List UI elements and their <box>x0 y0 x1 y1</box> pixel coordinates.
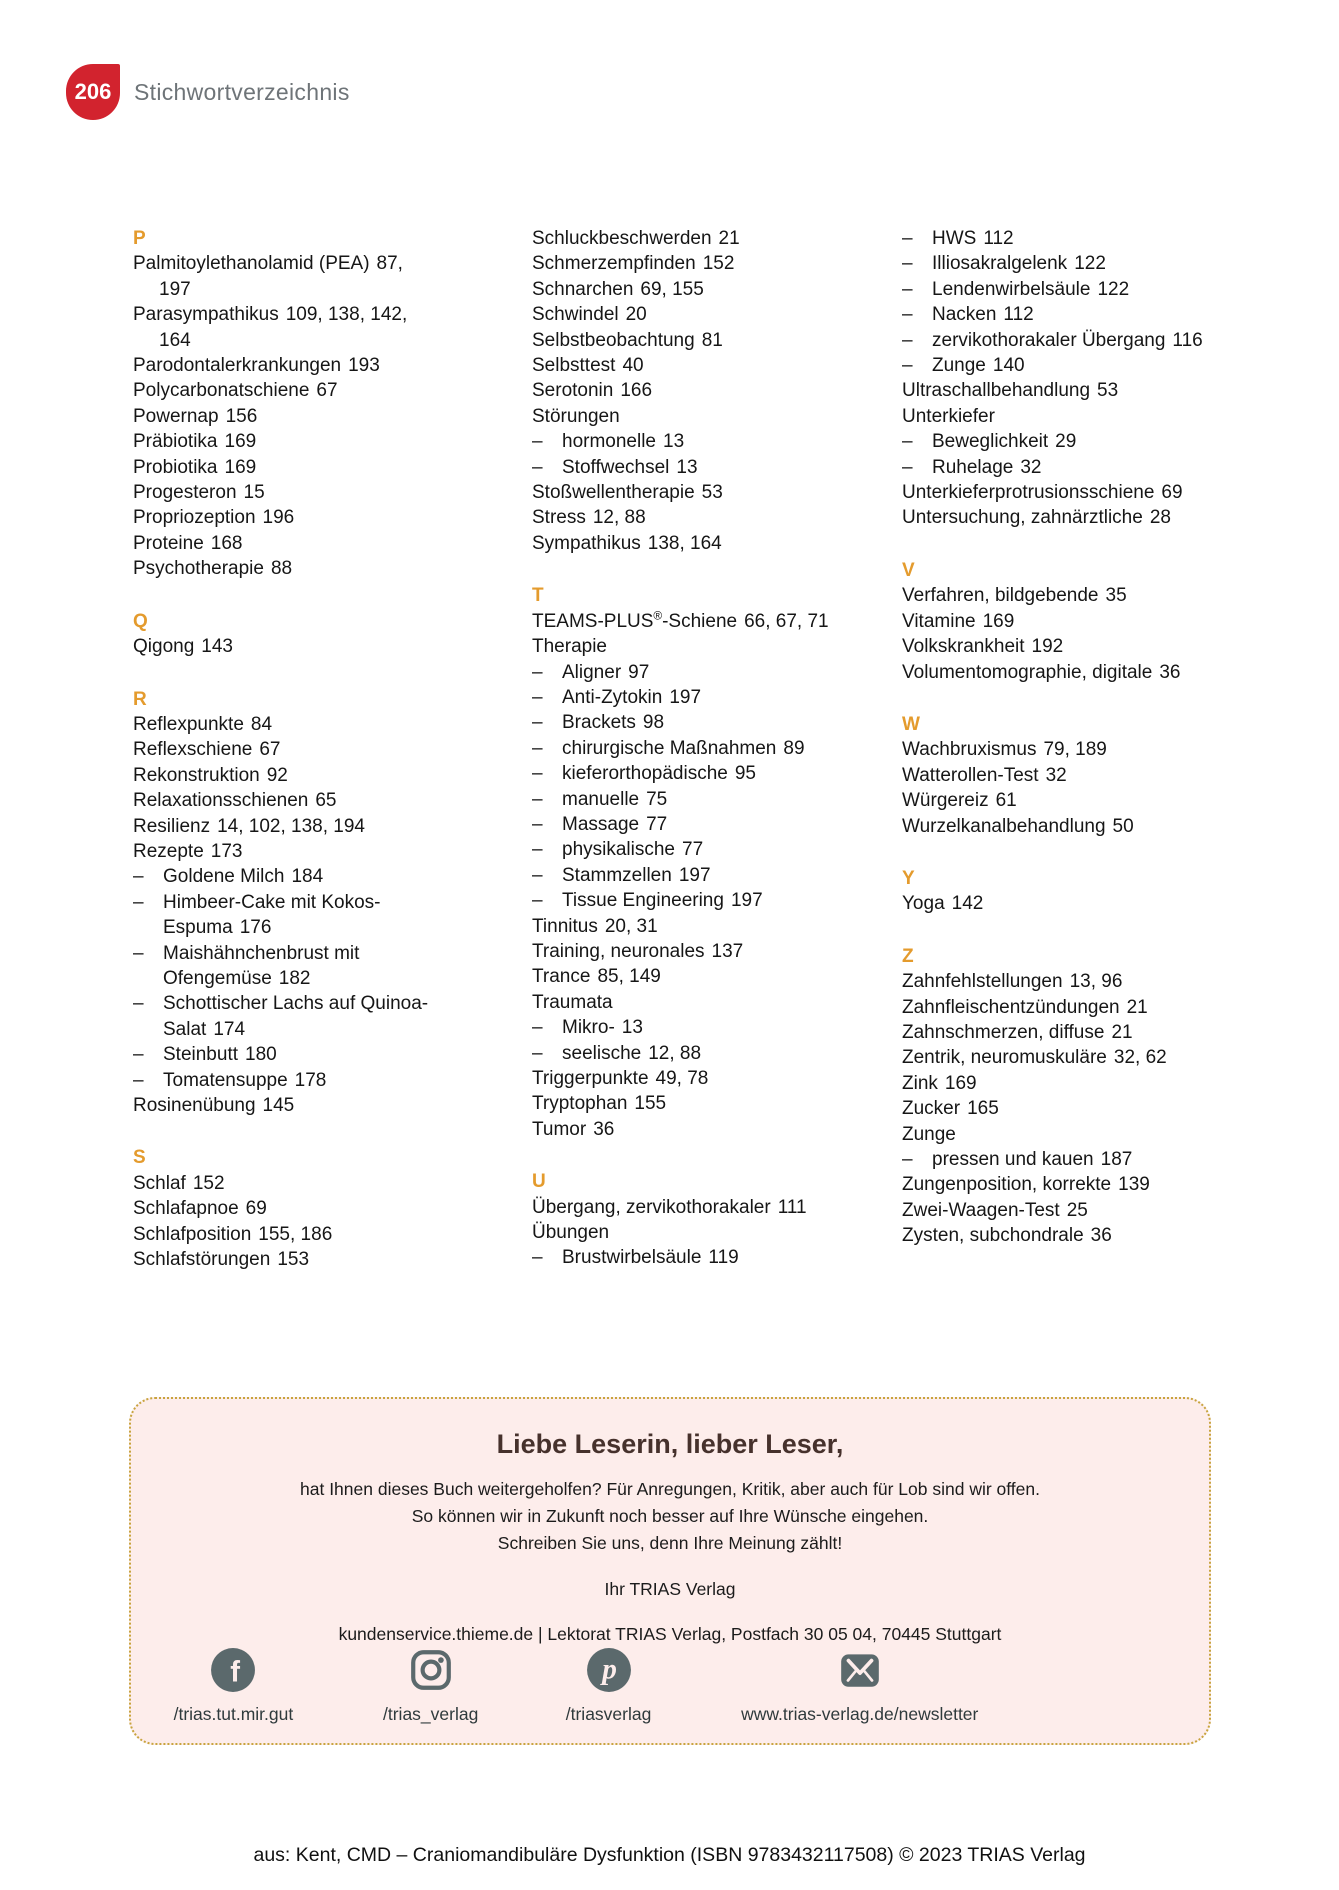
index-entry: Training, neuronales 137 <box>532 940 744 962</box>
index-subentry: – seelische 12, 88 <box>532 1041 874 1066</box>
dash-bullet: – <box>532 1017 543 1039</box>
index-subentry: – kieferorthopädische 95 <box>532 761 874 786</box>
section-letter: P <box>133 228 146 249</box>
page-refs: 21 <box>1111 1021 1133 1043</box>
index-subentry: – Nacken 112 <box>902 302 1254 327</box>
page-refs: 112 <box>1003 304 1034 326</box>
index-entry: Reflexschiene 67 <box>133 739 281 761</box>
index-entry: Stress 12, 88 <box>532 507 646 529</box>
page-refs: 140 <box>992 355 1025 377</box>
index-subentry: – Maishähnchenbrust mit Ofengemüse 182 <box>133 941 429 992</box>
svg-text:f: f <box>230 1656 241 1689</box>
index-entry: Zucker 165 <box>902 1098 999 1120</box>
page-refs: 36 <box>1159 661 1181 683</box>
index-entry: Zink 169 <box>902 1072 977 1094</box>
index-subentry: – Brustwirbelsäule 119 <box>532 1245 874 1270</box>
index-entry: Serotonin 166 <box>532 380 653 402</box>
index-entry: Störungen <box>532 405 620 427</box>
page-refs: 176 <box>239 917 272 939</box>
page-refs: 12, 88 <box>592 507 646 529</box>
index-entry: Powernap 156 <box>133 405 258 427</box>
page-refs: 50 <box>1112 815 1134 837</box>
index-subentry: – Aligner 97 <box>532 660 874 685</box>
index-entry: Parodontalerkrankungen 193 <box>133 355 380 377</box>
newsletter-icon[interactable] <box>837 1647 883 1693</box>
dash-bullet: – <box>532 763 543 785</box>
index-entry: Tryptophan 155 <box>532 1093 667 1115</box>
page-refs: 13 <box>621 1017 643 1039</box>
section-letter: T <box>532 585 544 607</box>
index-entry: Relaxationsschienen 65 <box>133 790 337 812</box>
page-refs: 67 <box>259 739 281 761</box>
index-subentry: – Beweglichkeit 29 <box>902 429 1254 454</box>
page-refs: 49, 78 <box>655 1068 709 1089</box>
dash-bullet: – <box>902 253 913 275</box>
page-refs: 92 <box>266 764 288 786</box>
page-refs: 145 <box>262 1095 295 1116</box>
dash-bullet: – <box>532 456 543 478</box>
page-refs: 138, 164 <box>647 532 722 554</box>
index-entry: Zahnfleischentzündungen 21 <box>902 996 1148 1018</box>
imprint-line: aus: Kent, CMD – Craniomandibuläre Dysfunktion (ISBN 9783432117508) © 2023 TRIAS Verlag <box>253 1844 1086 1866</box>
index-subentry: – Tissue Engineering 197 <box>532 888 874 913</box>
page-refs: 193 <box>348 355 380 377</box>
page-refs: 32 <box>1020 456 1042 478</box>
dash-bullet: – <box>532 1042 543 1064</box>
section-letter: V <box>902 559 915 581</box>
svg-text:p: p <box>601 1653 617 1686</box>
index-subentry: – Mikro- 13 <box>532 1015 874 1040</box>
dash-bullet: – <box>532 661 543 683</box>
page-refs: 79, 189 <box>1043 739 1107 761</box>
dash-bullet: – <box>902 355 913 377</box>
page-refs: 85, 149 <box>597 966 661 988</box>
index-column <box>532 226 902 1272</box>
section-letter: R <box>133 688 147 710</box>
index-column <box>133 226 532 1272</box>
dash-bullet: – <box>532 890 543 912</box>
index-subentry: – Schottischer Lachs auf Quinoa-Salat 174 <box>133 991 429 1042</box>
index-entry: Rezepte 173 <box>133 840 243 862</box>
index-subentry: – pressen und kauen 187 <box>902 1147 1254 1172</box>
index-subentry: – Brackets 98 <box>532 710 874 735</box>
index-entry: Psychotherapie 88 <box>133 558 293 580</box>
page-title: Stichwortverzeichnis <box>134 78 350 105</box>
index-entry: Zahnschmerzen, diffuse 21 <box>902 1021 1133 1043</box>
index-entry: Rekonstruktion 92 <box>133 764 288 786</box>
index-entry: Präbiotika 169 <box>133 431 257 453</box>
dash-bullet: – <box>532 712 543 734</box>
page-refs: 143 <box>201 636 233 658</box>
dash-bullet: – <box>902 431 913 453</box>
social-link-label[interactable]: /triasverlag <box>565 1704 652 1724</box>
index-entry: Stoßwellentherapie 53 <box>532 482 723 504</box>
page-header <box>66 64 350 120</box>
index-subentry: – Lendenwirbelsäule 122 <box>902 277 1254 302</box>
page-refs: 66, 67, 71 <box>744 610 829 632</box>
index-subentry: – hormonelle 13 <box>532 429 874 454</box>
index-entry: Zentrik, neuromuskuläre 32, 62 <box>902 1047 1167 1069</box>
index-entry: Schnarchen 69, 155 <box>532 278 704 300</box>
index-entry: Zahnfehlstellungen 13, 96 <box>902 971 1123 993</box>
index-entry: Proteine 168 <box>133 532 243 554</box>
page-refs: 180 <box>245 1044 277 1066</box>
page-number: 206 <box>74 79 112 104</box>
reader-box-line: Schreiben Sie uns, denn Ihre Meinung zählt! <box>497 1533 843 1553</box>
page-refs: 20 <box>625 304 647 326</box>
reader-box-line: So können wir in Zukunft noch besser auf Ihre Wünsche eingehen. <box>411 1506 929 1526</box>
index-entry: Verfahren, bildgebende 35 <box>902 585 1127 607</box>
page-refs: 89 <box>783 737 805 759</box>
page-refs: 155, 186 <box>258 1223 333 1245</box>
page-refs: 152 <box>192 1172 225 1194</box>
page-refs: 40 <box>622 355 644 377</box>
dash-bullet: – <box>902 304 913 326</box>
page-refs: 139 <box>1118 1174 1150 1196</box>
index-entry: Volumentomographie, digitale 36 <box>902 661 1181 683</box>
dash-bullet: – <box>532 813 543 835</box>
index-subentry: – Ruhelage 32 <box>902 455 1254 480</box>
page-refs: 122 <box>1074 253 1106 275</box>
index-entry: Yoga 142 <box>902 893 984 915</box>
page-refs: 69 <box>1161 482 1183 504</box>
index-subentry: – manuelle 75 <box>532 787 874 812</box>
page-refs: 77 <box>682 839 704 861</box>
dash-bullet: – <box>133 942 144 964</box>
dash-bullet: – <box>902 228 913 249</box>
page-refs: 178 <box>294 1069 327 1091</box>
dash-bullet: – <box>133 1069 144 1091</box>
section-letter: Y <box>902 867 915 889</box>
page-refs: 28 <box>1149 507 1171 529</box>
dash-bullet: – <box>902 1149 913 1170</box>
index-entry: Wurzelkanalbehandlung 50 <box>902 815 1134 837</box>
page-refs: 67 <box>316 380 338 402</box>
page-refs: 112 <box>983 228 1014 249</box>
page-refs: 169 <box>982 610 1015 632</box>
section-letter: Q <box>133 610 148 632</box>
page-refs: 109, 138, 142, 164 <box>159 304 408 351</box>
index-entry: Unterkiefer <box>902 405 995 427</box>
index-entry: Schlaf 152 <box>133 1172 225 1194</box>
index-entry: Tumor 36 <box>532 1118 615 1140</box>
index-entry: Zwei-Waagen-Test 25 <box>902 1199 1088 1221</box>
index-column <box>902 226 1339 1272</box>
index-entry: Therapie <box>532 636 607 658</box>
dash-bullet: – <box>532 686 543 708</box>
index-subentry: – Himbeer-Cake mit Kokos-Espuma 176 <box>133 890 429 941</box>
index-entry: Traumata <box>532 991 613 1013</box>
social-links-row <box>131 1647 1209 1747</box>
index-entry: Progesteron 15 <box>133 482 265 504</box>
index-entry: Zysten, subchondrale 36 <box>902 1225 1112 1247</box>
index-entry: Polycarbonatschiene 67 <box>133 380 338 402</box>
page-refs: 182 <box>278 967 311 989</box>
dash-bullet: – <box>532 737 543 759</box>
dash-bullet: – <box>133 1044 144 1066</box>
page-refs: 29 <box>1055 431 1077 453</box>
index-entry: Zunge <box>902 1123 956 1145</box>
index-entry: Watterollen-Test 32 <box>902 764 1067 786</box>
index-entry: Probiotika 169 <box>133 456 257 478</box>
index-entry: Schwindel 20 <box>532 304 647 326</box>
index-subentry: – Goldene Milch 184 <box>133 864 429 889</box>
page-refs: 53 <box>1097 380 1119 402</box>
index-entry: Triggerpunkte 49, 78 <box>532 1068 709 1089</box>
page-refs: 168 <box>210 532 243 554</box>
page-refs: 197 <box>678 864 711 886</box>
reader-box-text <box>131 1476 1209 1557</box>
dash-bullet: – <box>902 278 913 300</box>
index-entry: Würgereiz 61 <box>902 790 1017 812</box>
page-refs: 174 <box>213 1018 246 1040</box>
social-link-label[interactable]: /trias_verlag <box>383 1704 479 1724</box>
section-letter: S <box>133 1147 146 1169</box>
facebook-icon[interactable] <box>210 1647 256 1693</box>
index-entry: Schlafstörungen 153 <box>133 1249 310 1271</box>
reader-box-line: hat Ihnen dieses Buch weitergeholfen? Für Anregungen, Kritik, aber auch für Lob sind wir offen. <box>300 1479 1040 1499</box>
index-entry: Ultraschallbehandlung 53 <box>902 380 1119 402</box>
reader-box-title: Liebe Leserin, lieber Leser, <box>496 1429 844 1459</box>
index-entry: Rosinenübung 145 <box>133 1095 295 1116</box>
dash-bullet: – <box>133 866 144 888</box>
page-refs: 165 <box>967 1098 999 1120</box>
page-refs: 25 <box>1066 1199 1088 1221</box>
page-refs: 111 <box>777 1196 807 1218</box>
page-refs: 35 <box>1105 585 1127 607</box>
index-entry: Selbstbeobachtung 81 <box>532 329 723 351</box>
page-refs: 36 <box>593 1118 615 1140</box>
page-refs: 21 <box>718 228 740 249</box>
page-refs: 169 <box>944 1072 977 1094</box>
page-refs: 77 <box>646 813 668 835</box>
page-refs: 21 <box>1126 996 1148 1018</box>
page-refs: 15 <box>243 482 265 504</box>
page-refs: 116 <box>1172 329 1203 351</box>
index-entry: Zungenposition, korrekte 139 <box>902 1174 1150 1196</box>
page-refs: 196 <box>262 507 295 529</box>
index-entry: Übungen <box>532 1222 610 1244</box>
page-refs: 65 <box>315 790 337 812</box>
index-entry: Parasympathikus 109, 138, 142, 164 <box>133 304 408 351</box>
page-refs: 173 <box>210 840 243 862</box>
page-refs: 137 <box>711 940 744 962</box>
index-entry: Sympathikus 138, 164 <box>532 532 722 554</box>
index-subentry: – HWS 112 <box>902 226 1254 251</box>
index-subentry: – Massage 77 <box>532 812 874 837</box>
social-link-label[interactable]: /trias.tut.mir.gut <box>173 1704 294 1724</box>
pinterest-icon[interactable] <box>586 1647 632 1693</box>
page-refs: 98 <box>642 712 665 734</box>
index-entry: Tinnitus 20, 31 <box>532 915 658 937</box>
page-refs: 155 <box>634 1093 667 1115</box>
dash-bullet: – <box>902 329 913 351</box>
dash-bullet: – <box>133 993 144 1015</box>
page-refs: 142 <box>951 893 984 915</box>
page-refs: 81 <box>701 329 723 351</box>
page-refs: 13 <box>663 431 685 453</box>
dash-bullet: – <box>532 431 543 453</box>
page-refs: 169 <box>224 456 257 478</box>
page-refs: 156 <box>225 405 258 427</box>
page-refs: 12, 88 <box>648 1042 702 1064</box>
index-entry: Trance 85, 149 <box>532 966 661 988</box>
page-refs: 32, 62 <box>1113 1047 1167 1069</box>
page-refs: 153 <box>277 1249 310 1271</box>
social-link-label[interactable]: www.trias-verlag.de/newsletter <box>741 1704 979 1724</box>
reader-box-contact: kundenservice.thieme.de | Lektorat TRIAS Verlag, Postfach 30 05 04, 70445 Stuttgart <box>338 1624 1002 1644</box>
page-refs: 13 <box>676 456 698 478</box>
social-link-newsletter[interactable] <box>710 1647 1010 1725</box>
index-entry: Untersuchung, zahnärztliche 28 <box>902 507 1171 529</box>
dash-bullet: – <box>532 788 543 810</box>
index-subentry: – Stoffwechsel 13 <box>532 455 874 480</box>
index-subentry: – Zunge 140 <box>902 353 1254 378</box>
index-subentry: – physikalische 77 <box>532 837 874 862</box>
index-entry: Schlafposition 155, 186 <box>133 1223 333 1245</box>
section-letter: W <box>902 713 920 735</box>
page-refs: 36 <box>1090 1225 1112 1247</box>
section-letter: U <box>532 1171 546 1193</box>
page-refs: 166 <box>620 380 653 402</box>
index-entry: Reflexpunkte 84 <box>133 713 273 735</box>
index-entry: Vitamine 169 <box>902 610 1015 632</box>
page-number-badge <box>66 64 120 120</box>
index-entry: Resilienz 14, 102, 138, 194 <box>133 815 366 837</box>
index-subentry: – Anti-Zytokin 197 <box>532 685 874 710</box>
index-entry: Palmitoylethanolamid (PEA) 87, 197 <box>133 253 403 300</box>
page-refs: 87, 197 <box>159 253 403 300</box>
index-entry: Unterkieferprotrusionsschiene 69 <box>902 482 1183 504</box>
instagram-icon[interactable] <box>408 1647 454 1693</box>
dash-bullet: – <box>532 864 543 886</box>
page-refs: 20, 31 <box>604 915 658 937</box>
index-entry: Schmerzempfinden 152 <box>532 253 735 275</box>
page-refs: 95 <box>734 763 756 785</box>
page-refs: 69 <box>245 1198 267 1220</box>
page-refs: 32 <box>1045 764 1067 786</box>
page-refs: 97 <box>628 661 650 683</box>
index-entry: Qigong 143 <box>133 636 233 658</box>
page-refs: 61 <box>995 790 1017 812</box>
index-entry: Schlafapnoe 69 <box>133 1198 267 1220</box>
page-refs: 69, 155 <box>640 278 704 300</box>
dash-bullet: – <box>532 839 543 861</box>
page-refs: 197 <box>730 890 763 912</box>
page-refs: 84 <box>250 713 273 735</box>
page-refs: 169 <box>224 431 257 453</box>
section-letter: Z <box>902 945 914 967</box>
page-refs: 14, 102, 138, 194 <box>217 815 366 837</box>
page-refs: 197 <box>669 686 702 708</box>
index-columns <box>133 226 1339 1272</box>
page-refs: 192 <box>1031 636 1064 658</box>
reader-feedback-box <box>129 1397 1211 1745</box>
page-refs: 122 <box>1097 278 1130 300</box>
dash-bullet: – <box>133 891 144 913</box>
index-entry: Schluckbeschwerden 21 <box>532 228 740 249</box>
index-entry: TEAMS-PLUS®-Schiene 66, 67, 71 <box>532 609 829 632</box>
index-entry: Selbsttest 40 <box>532 355 644 377</box>
index-subentry: – chirurgische Maßnahmen 89 <box>532 736 874 761</box>
index-subentry: – Stammzellen 197 <box>532 863 874 888</box>
index-entry: Propriozeption 196 <box>133 507 295 529</box>
page-refs: 184 <box>291 866 324 888</box>
index-subentry: – Tomatensuppe 178 <box>133 1068 429 1093</box>
page-refs: 152 <box>702 253 735 275</box>
page-refs: 13, 96 <box>1069 971 1123 993</box>
page-refs: 88 <box>270 558 293 580</box>
dash-bullet: – <box>902 456 913 478</box>
index-entry: Volkskrankheit 192 <box>902 636 1064 658</box>
page-refs: 75 <box>646 788 668 810</box>
index-subentry: – Steinbutt 180 <box>133 1042 429 1067</box>
index-entry: Wachbruxismus 79, 189 <box>902 739 1107 761</box>
reader-box-signature: Ihr TRIAS Verlag <box>604 1579 736 1599</box>
page-refs: 119 <box>708 1247 739 1269</box>
page-refs: 53 <box>701 482 723 504</box>
dash-bullet: – <box>532 1247 543 1269</box>
index-subentry: – Illiosakralgelenk 122 <box>902 251 1254 276</box>
index-entry: Übergang, zervikothorakaler 111 <box>532 1196 807 1218</box>
index-subentry: – zervikothorakaler Übergang 116 <box>902 328 1254 353</box>
page-refs: 187 <box>1100 1149 1133 1170</box>
